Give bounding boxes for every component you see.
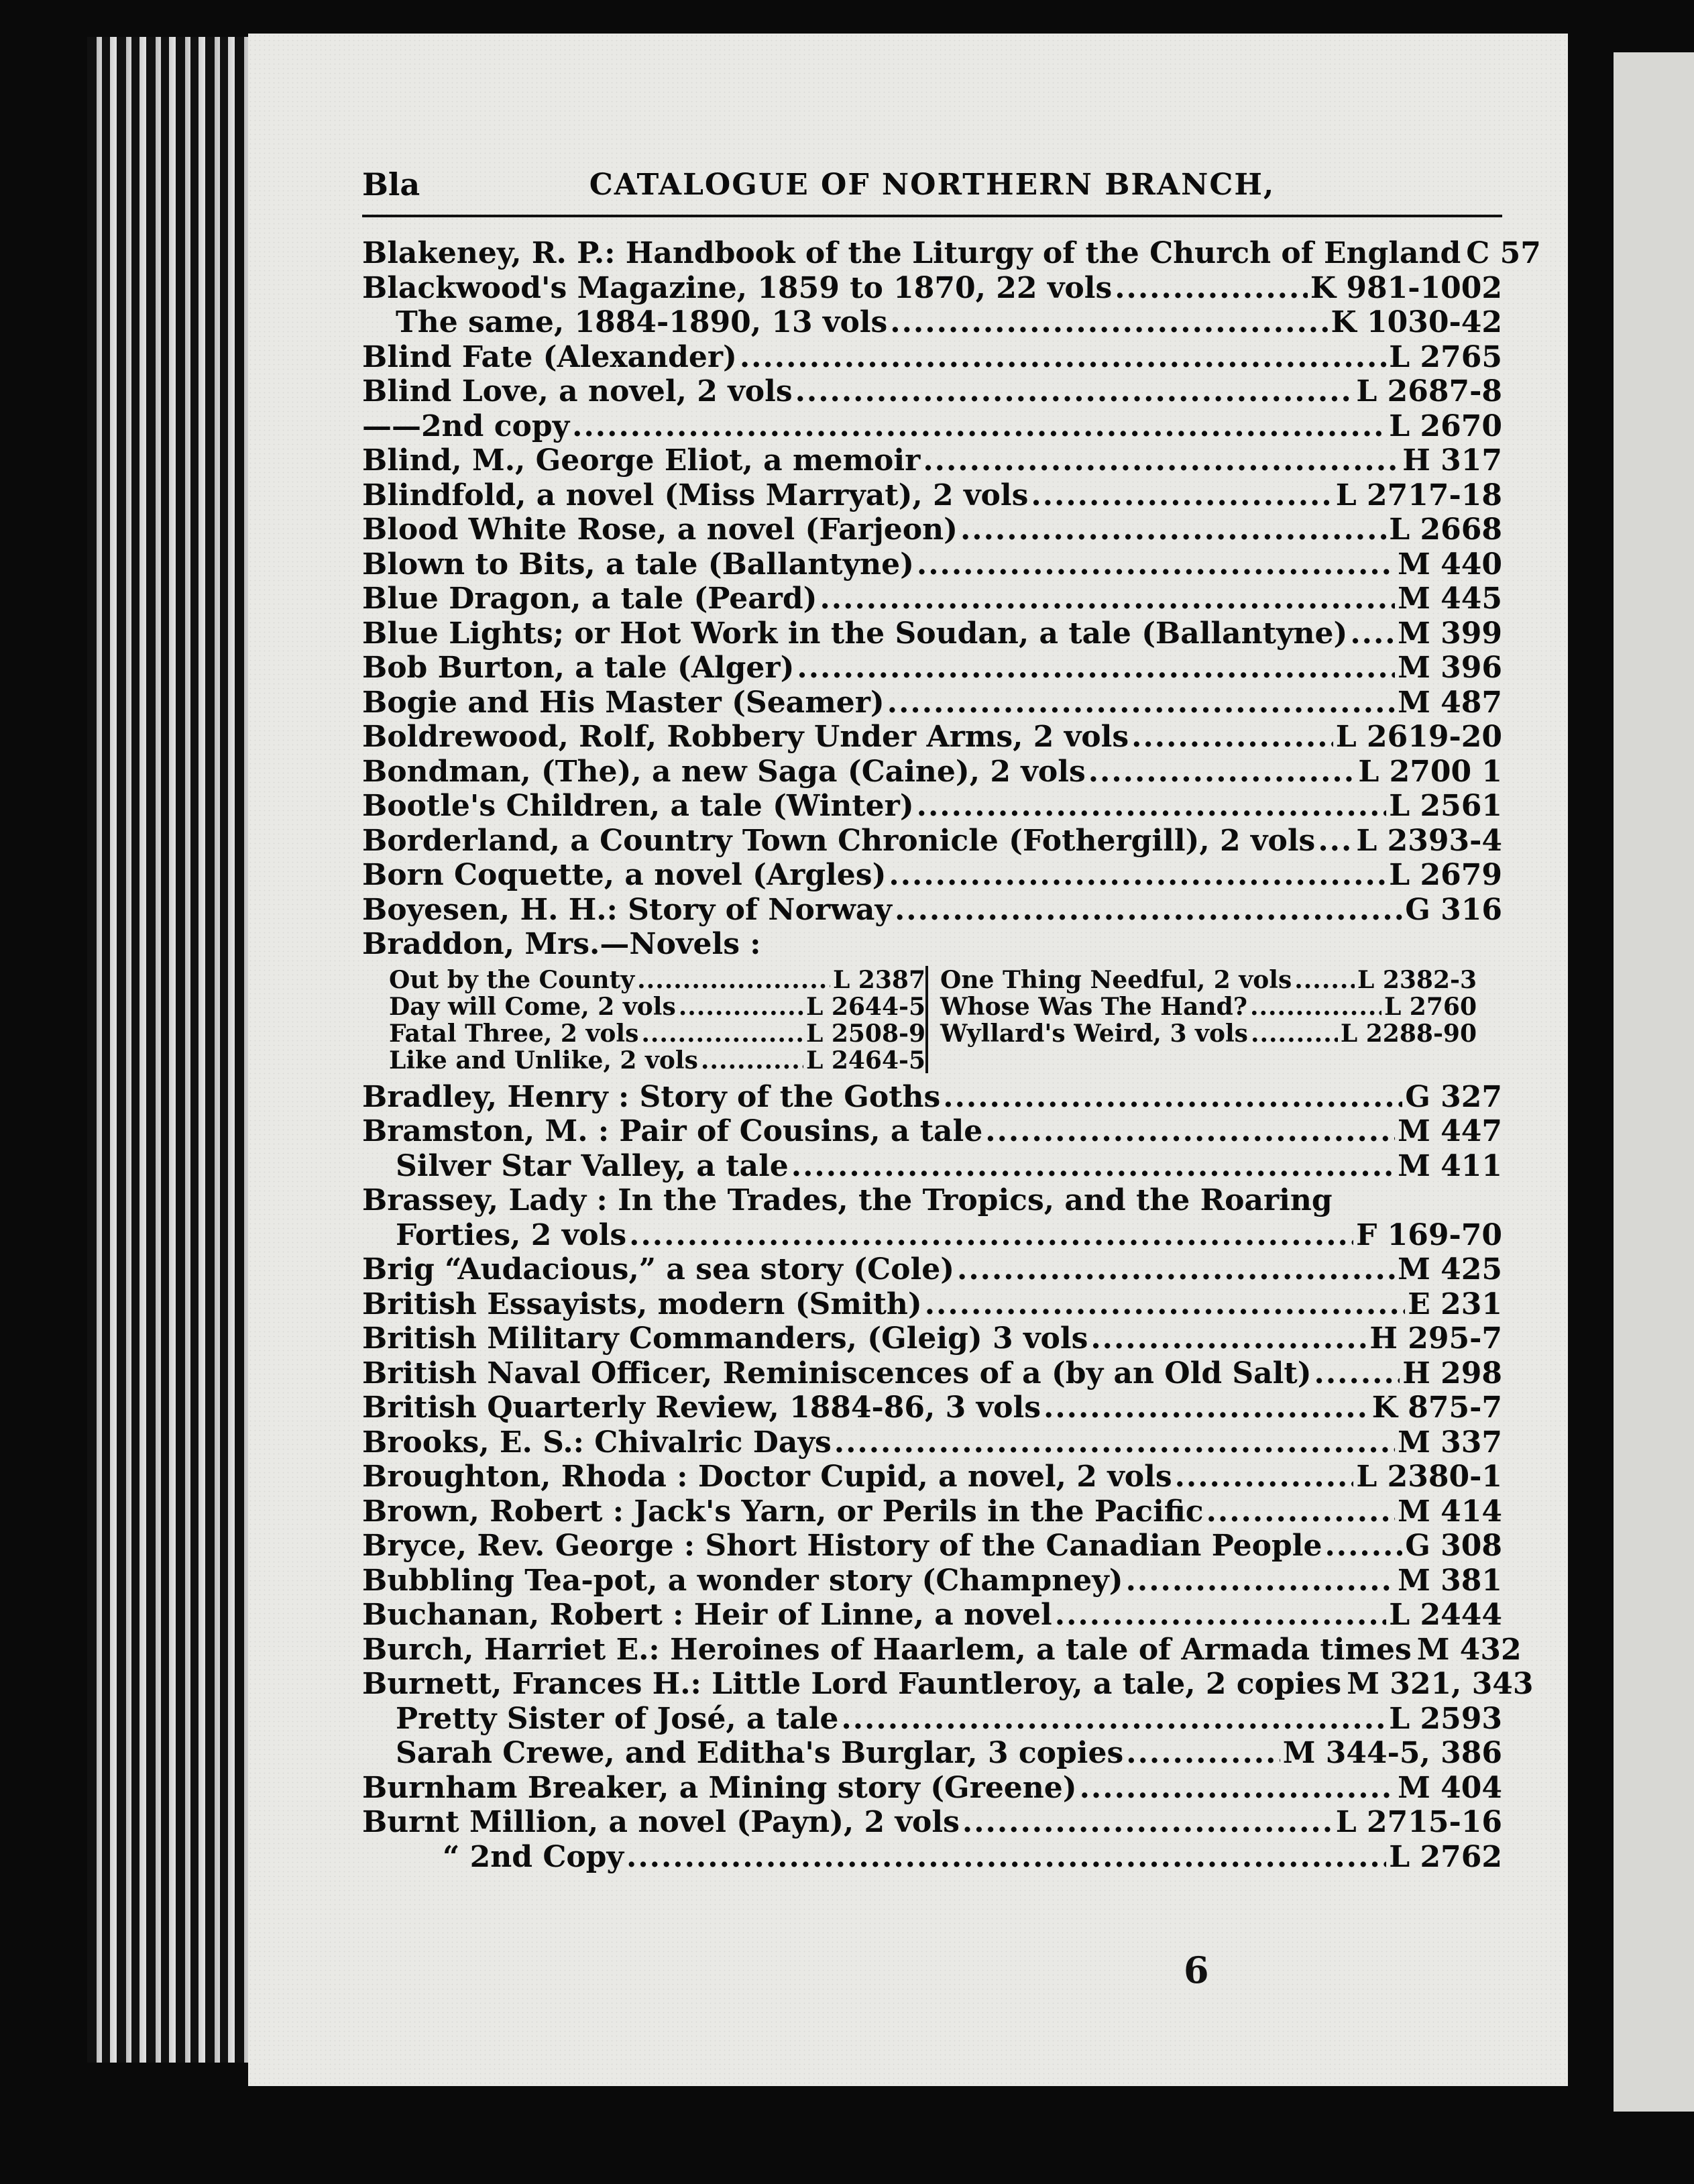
sub-entry-title: Fatal Three, 2 vols <box>389 1019 639 1048</box>
leader-dots <box>1324 1529 1402 1563</box>
entry-row <box>362 651 1502 686</box>
entry-row <box>362 824 1502 859</box>
entry-ref: M 447 <box>1398 1114 1502 1148</box>
entry-title: Forties, 2 vols <box>396 1217 627 1252</box>
sub-entry-ref: L 2464-5 <box>805 1046 925 1075</box>
braddon-left-column <box>389 966 925 1073</box>
entry-title: Pretty Sister of José, a tale <box>396 1701 839 1736</box>
sub-entry <box>389 966 925 993</box>
entry-row <box>362 1632 1522 1668</box>
entry-title: Blue Dragon, a tale (Peard) <box>362 582 817 616</box>
leader-dots <box>1294 966 1355 994</box>
leader-dots <box>626 1840 1386 1874</box>
entry-ref: G 308 <box>1405 1529 1502 1563</box>
sub-entry <box>389 1046 925 1073</box>
entry-ref: H 298 <box>1402 1356 1502 1390</box>
entry-title: Brown, Robert : Jack's Yarn, or Perils in the Pacific <box>362 1494 1204 1529</box>
entry-row <box>362 374 1502 409</box>
leader-dots <box>1126 1564 1396 1598</box>
entry-row <box>362 616 1502 651</box>
leader-dots <box>1131 720 1333 754</box>
leader-dots <box>1055 1598 1387 1632</box>
entry-ref: L 2687-8 <box>1356 374 1502 408</box>
sub-entry <box>940 993 1477 1020</box>
entry-ref: L 2393-4 <box>1356 823 1502 858</box>
entry-title: Blood White Rose, a novel (Farjeon) <box>362 512 958 547</box>
entry-title: Born Coquette, a novel (Argles) <box>362 858 887 892</box>
entry-title: Blindfold, a novel (Miss Marryat), 2 vols <box>362 478 1029 512</box>
entry-ref: L 2619-20 <box>1335 720 1502 754</box>
entry-row <box>362 858 1502 893</box>
leader-dots <box>797 651 1395 685</box>
braddon-novels <box>389 966 1502 1073</box>
entry-ref: L 2593 <box>1389 1701 1502 1736</box>
entry-row <box>362 1321 1502 1356</box>
braddon-heading: Braddon, Mrs.—Novels : <box>362 927 761 961</box>
header-key: Bla <box>362 166 420 203</box>
entry-row <box>362 893 1502 928</box>
leader-dots <box>791 1149 1395 1183</box>
leader-dots <box>895 893 1402 927</box>
entry-row <box>362 1667 1534 1702</box>
entry-title: British Quarterly Review, 1884-86, 3 vols <box>362 1390 1041 1425</box>
entries-list-1 <box>362 236 1541 1874</box>
sub-entry-ref: L 2508-9 <box>805 1019 925 1048</box>
entry-ref: L 2444 <box>1389 1598 1502 1632</box>
sub-entry-title: One Thing Needful, 2 vols <box>940 965 1292 994</box>
leader-dots <box>943 1080 1402 1114</box>
sub-entry-title: Whose Was The Hand? <box>940 992 1247 1021</box>
entry-title: Broughton, Rhoda : Doctor Cupid, a novel, 2 vols <box>362 1460 1172 1494</box>
leader-dots <box>1206 1494 1396 1529</box>
entry-ref: M 381 <box>1398 1563 1502 1598</box>
entry-ref: K 981-1002 <box>1310 270 1502 305</box>
sub-entry-title: Like and Unlike, 2 vols <box>389 1046 698 1075</box>
leader-dots <box>890 305 1328 339</box>
entry-row <box>362 1840 1502 1875</box>
entry-title: Blue Lights; or Hot Work in the Soudan, a tale (Ballantyne) <box>362 616 1348 651</box>
entry-ref: K 875-7 <box>1371 1390 1502 1425</box>
entry-ref: L 2717-18 <box>1335 478 1502 512</box>
entry-row <box>362 1771 1502 1806</box>
sub-entry <box>940 966 1477 993</box>
leader-dots <box>1031 478 1333 512</box>
entry-title: Blind, M., George Eliot, a memoir <box>362 443 921 478</box>
entry-ref: L 2670 <box>1389 408 1502 443</box>
entry-ref: H 317 <box>1402 443 1502 478</box>
entry-ref: L 2765 <box>1389 339 1502 374</box>
leader-dots <box>917 789 1387 823</box>
entry-title: The same, 1884-1890, 13 vols <box>396 305 888 339</box>
entry-ref: M 337 <box>1398 1425 1502 1460</box>
sub-entry-title: Day will Come, 2 vols <box>389 992 676 1021</box>
leader-dots <box>962 1805 1333 1839</box>
leader-dots <box>887 686 1395 720</box>
entry-row <box>362 236 1541 271</box>
entry-row <box>362 1494 1502 1529</box>
sub-entry-title: Wyllard's Weird, 3 vols <box>940 1019 1248 1048</box>
leader-dots <box>1318 824 1353 858</box>
leader-dots <box>923 443 1400 478</box>
entry-title: British Essayists, modern (Smith) <box>362 1287 922 1321</box>
entry-title: Bogie and His Master (Seamer) <box>362 685 885 720</box>
entry-title: Blackwood's Magazine, 1859 to 1870, 22 vols <box>362 270 1113 305</box>
entry-title: Burch, Harriet E.: Heroines of Haarlem, a tale of Armada times <box>362 1632 1412 1667</box>
entry-title: Blakeney, R. P.: Handbook of the Liturgy of the Church of England <box>362 236 1461 270</box>
sub-entry <box>389 1020 925 1046</box>
entry-ref: L 2380-1 <box>1356 1460 1502 1494</box>
entry-ref: M 396 <box>1398 651 1502 685</box>
entry-title: Bubbling Tea-pot, a wonder story (Champney) <box>362 1563 1123 1598</box>
entry-ref: M 440 <box>1398 547 1502 582</box>
entry-title: Bramston, M. : Pair of Cousins, a tale <box>362 1114 983 1148</box>
entry-row <box>362 1564 1502 1598</box>
leader-dots <box>1088 755 1356 789</box>
entry-ref: L 2762 <box>1389 1839 1502 1874</box>
sub-entry-title: Out by the County <box>389 965 635 994</box>
entry-row <box>362 582 1502 616</box>
entry-ref: L 2700 1 <box>1358 754 1502 789</box>
entry-title: Bob Burton, a tale (Alger) <box>362 651 795 685</box>
entry-ref: L 2561 <box>1389 789 1502 823</box>
entry-row <box>362 1149 1502 1184</box>
entry-ref: M 425 <box>1398 1252 1502 1287</box>
entry-title: Buchanan, Robert : Heir of Linne, a novel <box>362 1598 1052 1632</box>
catalogue-page <box>248 34 1568 2086</box>
entry-ref: E 231 <box>1408 1287 1502 1321</box>
book-binding <box>87 37 255 2063</box>
leader-dots <box>701 1046 803 1075</box>
entry-title: Boldrewood, Rolf, Robbery Under Arms, 2 vols <box>362 720 1129 754</box>
entry-title: Sarah Crewe, and Editha's Burglar, 3 copies <box>396 1736 1124 1770</box>
leader-dots <box>1080 1771 1396 1805</box>
entry-title: Blown to Bits, a tale (Ballantyne) <box>362 547 914 582</box>
entry-ref: G 327 <box>1405 1079 1502 1114</box>
entry-title: Bootle's Children, a tale (Winter) <box>362 789 914 823</box>
entry-row <box>362 1218 1502 1253</box>
leader-dots <box>1043 1390 1369 1425</box>
entry-ref: M 411 <box>1398 1148 1502 1183</box>
entry-row <box>362 1736 1502 1771</box>
entry-ref: C 57 <box>1466 236 1541 270</box>
sub-entry-ref: L 2387 <box>832 965 925 994</box>
entry-row <box>362 720 1502 755</box>
entry-row <box>362 686 1502 720</box>
entry-title: British Naval Officer, Reminiscences of a (by an Old Salt) <box>362 1356 1312 1390</box>
entry-row <box>362 1805 1502 1840</box>
sub-entry <box>940 1020 1477 1046</box>
entry-row <box>362 512 1502 547</box>
braddon-heading-row <box>362 927 1502 962</box>
entry-row <box>362 1252 1502 1287</box>
page-number: 6 <box>1184 1949 1209 1991</box>
entry-row <box>362 1287 1502 1322</box>
entry-title: ——2nd copy <box>362 408 570 443</box>
sub-entry <box>389 993 925 1020</box>
page-content <box>362 154 1541 1874</box>
header-title: CATALOGUE OF NORTHERN BRANCH, <box>589 168 1276 202</box>
entry-title: Burnt Million, a novel (Payn), 2 vols <box>362 1805 960 1839</box>
entry-row <box>362 443 1502 478</box>
leader-dots <box>641 1020 803 1048</box>
entry-ref: L 2668 <box>1389 512 1502 547</box>
entry-row <box>362 1114 1502 1149</box>
entry-row <box>362 1460 1502 1494</box>
leader-dots <box>795 374 1354 408</box>
entry-row <box>362 305 1502 340</box>
entry-row <box>362 1080 1502 1115</box>
entry-title: “ 2nd Copy <box>443 1839 624 1874</box>
entry-ref: M 321, 343 <box>1347 1667 1534 1701</box>
leader-dots <box>834 1425 1395 1460</box>
leader-dots <box>679 993 803 1021</box>
entry-row <box>362 340 1502 375</box>
entry-title: Bradley, Henry : Story of the Goths <box>362 1079 941 1114</box>
leader-dots <box>917 547 1395 582</box>
leader-dots <box>637 966 830 994</box>
entry-ref: M 399 <box>1398 616 1502 651</box>
leader-dots <box>1175 1460 1354 1494</box>
entry-row <box>362 1529 1502 1564</box>
sub-entry-ref: L 2644-5 <box>805 992 925 1021</box>
entry-row <box>362 1183 1502 1218</box>
leader-dots <box>740 340 1386 374</box>
entry-title: Brooks, E. S.: Chivalric Days <box>362 1425 832 1460</box>
entry-ref: M 432 <box>1416 1632 1522 1667</box>
entry-ref: L 2679 <box>1389 858 1502 892</box>
entry-ref: F 169-70 <box>1356 1217 1502 1252</box>
entry-title: Boyesen, H. H.: Story of Norway <box>362 892 892 927</box>
entry-title: Brassey, Lady : In the Trades, the Tropics, and the Roaring <box>362 1183 1333 1217</box>
braddon-right-column <box>925 966 1477 1073</box>
entry-title: Bryce, Rev. George : Short History of the Canadian People <box>362 1529 1322 1563</box>
entry-title: Blind Fate (Alexander) <box>362 339 737 374</box>
leader-dots <box>1090 1321 1367 1356</box>
entry-title: Silver Star Valley, a tale <box>396 1148 789 1183</box>
entry-ref: G 316 <box>1405 892 1502 927</box>
entry-title: Blind Love, a novel, 2 vols <box>362 374 793 408</box>
entry-row <box>362 789 1502 824</box>
entry-ref: M 487 <box>1398 685 1502 720</box>
leader-dots <box>889 858 1386 892</box>
entry-row <box>362 271 1502 306</box>
entry-title: Bondman, (The), a new Saga (Caine), 2 vols <box>362 754 1086 789</box>
facing-page-edge <box>1614 52 1694 2112</box>
page-header <box>362 154 1502 217</box>
leader-dots <box>572 409 1386 443</box>
leader-dots <box>925 1287 1406 1321</box>
sub-entry-ref: L 2382-3 <box>1357 965 1477 994</box>
entry-ref: H 295-7 <box>1369 1321 1502 1356</box>
entry-title: British Military Commanders, (Gleig) 3 vols <box>362 1321 1088 1356</box>
leader-dots <box>820 582 1395 616</box>
leader-dots <box>1115 271 1308 305</box>
entry-ref: M 414 <box>1398 1494 1502 1529</box>
entry-ref: M 404 <box>1398 1770 1502 1805</box>
entry-row <box>362 1702 1502 1737</box>
leader-dots <box>960 512 1386 547</box>
sub-entry-ref: L 2760 <box>1384 992 1477 1021</box>
entry-row <box>362 409 1502 444</box>
entry-title: Borderland, a Country Town Chronicle (Fothergill), 2 vols <box>362 823 1316 858</box>
leader-dots <box>985 1114 1395 1148</box>
entry-title: Brig “Audacious,” a sea story (Cole) <box>362 1252 955 1287</box>
entry-row <box>362 755 1502 789</box>
entry-ref: L 2715-16 <box>1335 1805 1502 1839</box>
entry-row <box>362 1390 1502 1425</box>
entry-title: Burnham Breaker, a Mining story (Greene) <box>362 1770 1077 1805</box>
entry-title: Burnett, Frances H.: Little Lord Fauntleroy, a tale, 2 copies <box>362 1667 1342 1701</box>
entry-row <box>362 1356 1502 1391</box>
leader-dots <box>1251 1020 1338 1048</box>
leader-dots <box>1250 993 1381 1021</box>
leader-dots <box>1314 1356 1400 1390</box>
entry-ref: K 1030-42 <box>1331 305 1502 339</box>
leader-dots <box>841 1702 1386 1736</box>
entry-ref: M 344-5, 386 <box>1282 1736 1502 1770</box>
entry-ref: M 445 <box>1398 582 1502 616</box>
leader-dots <box>629 1218 1353 1252</box>
entry-row <box>362 1425 1502 1460</box>
entry-row <box>362 1598 1502 1633</box>
leader-dots <box>1350 616 1395 651</box>
entry-row <box>362 547 1502 582</box>
sub-entry-ref: L 2288-90 <box>1340 1019 1477 1048</box>
leader-dots <box>957 1252 1395 1287</box>
leader-dots <box>1126 1736 1280 1770</box>
entry-row <box>362 478 1502 513</box>
